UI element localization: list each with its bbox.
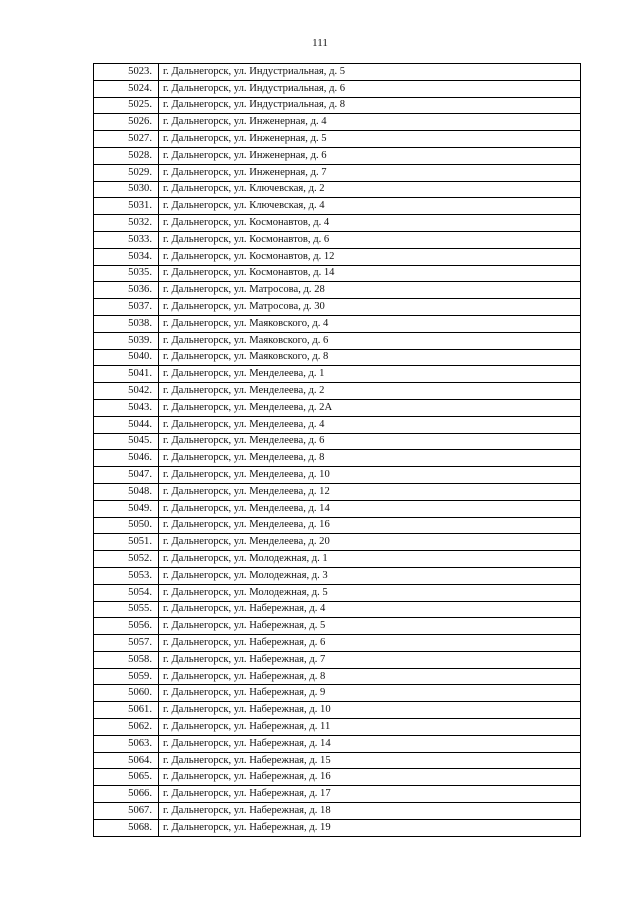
row-number: 5040. xyxy=(94,349,159,366)
row-address: г. Дальнегорск, ул. Набережная, д. 11 xyxy=(159,719,581,736)
table-row xyxy=(94,500,581,517)
row-address: г. Дальнегорск, ул. Набережная, д. 16 xyxy=(159,769,581,786)
row-number: 5027. xyxy=(94,131,159,148)
row-address: г. Дальнегорск, ул. Набережная, д. 4 xyxy=(159,601,581,618)
row-number: 5065. xyxy=(94,769,159,786)
row-address: г. Дальнегорск, ул. Менделеева, д. 20 xyxy=(159,534,581,551)
row-address: г. Дальнегорск, ул. Инженерная, д. 4 xyxy=(159,114,581,131)
row-address: г. Дальнегорск, ул. Инженерная, д. 7 xyxy=(159,164,581,181)
table-row xyxy=(94,366,581,383)
table-row xyxy=(94,450,581,467)
row-number: 5055. xyxy=(94,601,159,618)
row-address: г. Дальнегорск, ул. Набережная, д. 8 xyxy=(159,668,581,685)
table-row xyxy=(94,97,581,114)
row-number: 5068. xyxy=(94,819,159,836)
row-address: г. Дальнегорск, ул. Инженерная, д. 6 xyxy=(159,147,581,164)
row-number: 5059. xyxy=(94,668,159,685)
table-row xyxy=(94,349,581,366)
row-address: г. Дальнегорск, ул. Космонавтов, д. 14 xyxy=(159,265,581,282)
row-number: 5049. xyxy=(94,500,159,517)
table-row xyxy=(94,114,581,131)
row-number: 5062. xyxy=(94,719,159,736)
row-address: г. Дальнегорск, ул. Набережная, д. 17 xyxy=(159,786,581,803)
row-number: 5048. xyxy=(94,483,159,500)
row-number: 5029. xyxy=(94,164,159,181)
table-row xyxy=(94,752,581,769)
table-row xyxy=(94,315,581,332)
row-address: г. Дальнегорск, ул. Набережная, д. 9 xyxy=(159,685,581,702)
row-number: 5046. xyxy=(94,450,159,467)
row-number: 5035. xyxy=(94,265,159,282)
row-address: г. Дальнегорск, ул. Менделеева, д. 10 xyxy=(159,467,581,484)
table-row xyxy=(94,601,581,618)
table-row xyxy=(94,181,581,198)
row-number: 5036. xyxy=(94,282,159,299)
table-row xyxy=(94,618,581,635)
address-table-body xyxy=(94,64,581,837)
row-address: г. Дальнегорск, ул. Маяковского, д. 4 xyxy=(159,315,581,332)
table-row xyxy=(94,551,581,568)
row-address: г. Дальнегорск, ул. Маяковского, д. 6 xyxy=(159,332,581,349)
table-row xyxy=(94,467,581,484)
table-row xyxy=(94,803,581,820)
row-address: г. Дальнегорск, ул. Индустриальная, д. 6 xyxy=(159,80,581,97)
row-address: г. Дальнегорск, ул. Набережная, д. 15 xyxy=(159,752,581,769)
table-row xyxy=(94,584,581,601)
row-address: г. Дальнегорск, ул. Маяковского, д. 8 xyxy=(159,349,581,366)
table-row xyxy=(94,635,581,652)
table-row xyxy=(94,164,581,181)
row-address: г. Дальнегорск, ул. Менделеева, д. 2А xyxy=(159,399,581,416)
address-table-container xyxy=(93,63,581,837)
table-row xyxy=(94,332,581,349)
row-address: г. Дальнегорск, ул. Космонавтов, д. 6 xyxy=(159,231,581,248)
row-address: г. Дальнегорск, ул. Набережная, д. 14 xyxy=(159,735,581,752)
row-address: г. Дальнегорск, ул. Набережная, д. 5 xyxy=(159,618,581,635)
row-number: 5057. xyxy=(94,635,159,652)
row-number: 5025. xyxy=(94,97,159,114)
row-address: г. Дальнегорск, ул. Матросова, д. 30 xyxy=(159,299,581,316)
row-number: 5045. xyxy=(94,433,159,450)
row-number: 5039. xyxy=(94,332,159,349)
row-number: 5042. xyxy=(94,383,159,400)
row-address: г. Дальнегорск, ул. Инженерная, д. 5 xyxy=(159,131,581,148)
row-address: г. Дальнегорск, ул. Матросова, д. 28 xyxy=(159,282,581,299)
row-number: 5067. xyxy=(94,803,159,820)
table-row xyxy=(94,719,581,736)
row-number: 5061. xyxy=(94,702,159,719)
table-row xyxy=(94,668,581,685)
row-number: 5031. xyxy=(94,198,159,215)
row-number: 5032. xyxy=(94,215,159,232)
row-number: 5038. xyxy=(94,315,159,332)
row-number: 5051. xyxy=(94,534,159,551)
row-address: г. Дальнегорск, ул. Менделеева, д. 14 xyxy=(159,500,581,517)
row-address: г. Дальнегорск, ул. Космонавтов, д. 12 xyxy=(159,248,581,265)
table-row xyxy=(94,735,581,752)
row-address: г. Дальнегорск, ул. Менделеева, д. 16 xyxy=(159,517,581,534)
table-row xyxy=(94,147,581,164)
row-number: 5052. xyxy=(94,551,159,568)
row-number: 5024. xyxy=(94,80,159,97)
row-address: г. Дальнегорск, ул. Набережная, д. 6 xyxy=(159,635,581,652)
table-row xyxy=(94,265,581,282)
row-number: 5044. xyxy=(94,416,159,433)
row-number: 5066. xyxy=(94,786,159,803)
row-number: 5028. xyxy=(94,147,159,164)
row-number: 5026. xyxy=(94,114,159,131)
table-row xyxy=(94,769,581,786)
row-number: 5047. xyxy=(94,467,159,484)
row-number: 5053. xyxy=(94,567,159,584)
row-number: 5050. xyxy=(94,517,159,534)
row-address: г. Дальнегорск, ул. Ключевская, д. 4 xyxy=(159,198,581,215)
table-row xyxy=(94,819,581,836)
row-address: г. Дальнегорск, ул. Менделеева, д. 1 xyxy=(159,366,581,383)
table-row xyxy=(94,215,581,232)
address-table xyxy=(93,63,581,837)
row-number: 5063. xyxy=(94,735,159,752)
row-address: г. Дальнегорск, ул. Индустриальная, д. 5 xyxy=(159,64,581,81)
row-address: г. Дальнегорск, ул. Набережная, д. 7 xyxy=(159,651,581,668)
table-row xyxy=(94,383,581,400)
row-number: 5043. xyxy=(94,399,159,416)
row-address: г. Дальнегорск, ул. Менделеева, д. 4 xyxy=(159,416,581,433)
row-number: 5034. xyxy=(94,248,159,265)
row-number: 5030. xyxy=(94,181,159,198)
table-row xyxy=(94,685,581,702)
row-address: г. Дальнегорск, ул. Молодежная, д. 3 xyxy=(159,567,581,584)
table-row xyxy=(94,231,581,248)
row-address: г. Дальнегорск, ул. Молодежная, д. 5 xyxy=(159,584,581,601)
row-number: 5023. xyxy=(94,64,159,81)
row-address: г. Дальнегорск, ул. Менделеева, д. 12 xyxy=(159,483,581,500)
table-row xyxy=(94,651,581,668)
table-row xyxy=(94,433,581,450)
table-row xyxy=(94,282,581,299)
row-address: г. Дальнегорск, ул. Менделеева, д. 2 xyxy=(159,383,581,400)
row-address: г. Дальнегорск, ул. Индустриальная, д. 8 xyxy=(159,97,581,114)
table-row xyxy=(94,299,581,316)
row-number: 5037. xyxy=(94,299,159,316)
row-number: 5064. xyxy=(94,752,159,769)
row-address: г. Дальнегорск, ул. Менделеева, д. 6 xyxy=(159,433,581,450)
row-address: г. Дальнегорск, ул. Космонавтов, д. 4 xyxy=(159,215,581,232)
table-row xyxy=(94,517,581,534)
table-row xyxy=(94,399,581,416)
row-address: г. Дальнегорск, ул. Ключевская, д. 2 xyxy=(159,181,581,198)
table-row xyxy=(94,416,581,433)
table-row xyxy=(94,534,581,551)
row-number: 5054. xyxy=(94,584,159,601)
table-row xyxy=(94,483,581,500)
table-row xyxy=(94,786,581,803)
table-row xyxy=(94,198,581,215)
table-row xyxy=(94,248,581,265)
row-address: г. Дальнегорск, ул. Набережная, д. 18 xyxy=(159,803,581,820)
table-row xyxy=(94,702,581,719)
row-address: г. Дальнегорск, ул. Молодежная, д. 1 xyxy=(159,551,581,568)
row-number: 5060. xyxy=(94,685,159,702)
table-row xyxy=(94,567,581,584)
row-number: 5041. xyxy=(94,366,159,383)
table-row xyxy=(94,80,581,97)
row-address: г. Дальнегорск, ул. Набережная, д. 10 xyxy=(159,702,581,719)
page-number: 111 xyxy=(312,37,328,49)
row-number: 5033. xyxy=(94,231,159,248)
row-number: 5056. xyxy=(94,618,159,635)
row-address: г. Дальнегорск, ул. Менделеева, д. 8 xyxy=(159,450,581,467)
table-row xyxy=(94,64,581,81)
row-number: 5058. xyxy=(94,651,159,668)
row-address: г. Дальнегорск, ул. Набережная, д. 19 xyxy=(159,819,581,836)
table-row xyxy=(94,131,581,148)
